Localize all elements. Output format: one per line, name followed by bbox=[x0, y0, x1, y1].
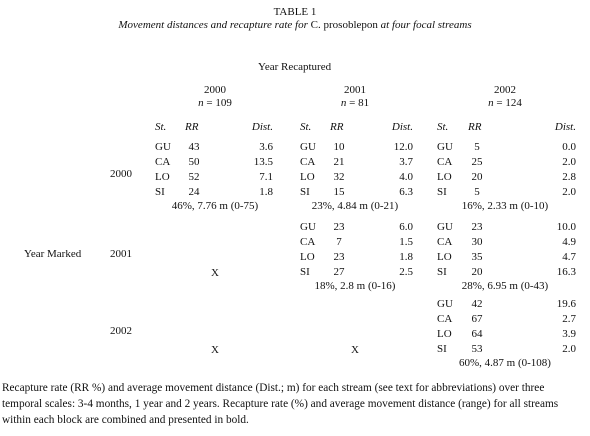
stream-code: CA bbox=[437, 156, 453, 168]
col-n-header bbox=[455, 97, 555, 109]
stream-code: LO bbox=[437, 251, 452, 263]
recapture-rate: 67 bbox=[471, 313, 483, 325]
recapture-rate: 25 bbox=[471, 156, 483, 168]
block-summary: 46%, 7.76 m (0-75) bbox=[171, 200, 259, 212]
recapture-rate: 35 bbox=[471, 251, 483, 263]
recapture-rate: 20 bbox=[471, 171, 483, 183]
movement-distance: 6.0 bbox=[399, 221, 413, 233]
stream-code: LO bbox=[155, 171, 170, 183]
stream-code: SI bbox=[437, 266, 447, 278]
col-label-rr: RR bbox=[330, 121, 344, 133]
stream-code: SI bbox=[300, 266, 310, 278]
recapture-rate: 10 bbox=[333, 141, 345, 153]
recapture-rate: 50 bbox=[188, 156, 200, 168]
recapture-rate: 23 bbox=[333, 251, 345, 263]
row-year-label: 2001 bbox=[110, 248, 132, 260]
movement-distance: 16.3 bbox=[556, 266, 576, 278]
block-summary: 28%, 6.95 m (0-43) bbox=[461, 280, 549, 292]
movement-distance: 6.3 bbox=[399, 186, 413, 198]
table-label: TABLE 1 bbox=[273, 6, 317, 18]
movement-distance: 4.9 bbox=[562, 236, 576, 248]
block-summary: 16%, 2.33 m (0-10) bbox=[461, 200, 549, 212]
movement-distance: 4.7 bbox=[562, 251, 576, 263]
movement-distance: 3.7 bbox=[399, 156, 413, 168]
col-year-header: 2000 bbox=[204, 84, 226, 96]
recapture-rate: 42 bbox=[471, 298, 483, 310]
stream-code: SI bbox=[437, 343, 447, 355]
stream-code: CA bbox=[155, 156, 171, 168]
n-value: = 81 bbox=[346, 97, 370, 109]
stream-code: GU bbox=[437, 221, 453, 233]
stream-code: SI bbox=[437, 186, 447, 198]
recapture-rate: 7 bbox=[336, 236, 342, 248]
block-summary: 18%, 2.8 m (0-16) bbox=[314, 280, 396, 292]
stream-code: CA bbox=[437, 313, 453, 325]
stream-code: CA bbox=[300, 236, 316, 248]
empty-cell-mark: X bbox=[211, 267, 219, 279]
stream-code: LO bbox=[437, 328, 452, 340]
stream-code: CA bbox=[300, 156, 316, 168]
movement-distance: 0.0 bbox=[562, 141, 576, 153]
col-label-st: St. bbox=[300, 121, 312, 133]
col-n-header bbox=[305, 97, 405, 109]
table-title bbox=[0, 19, 590, 31]
row-year-label: 2000 bbox=[110, 168, 132, 180]
movement-distance: 12.0 bbox=[393, 141, 413, 153]
col-label-rr: RR bbox=[185, 121, 199, 133]
recapture-rate: 23 bbox=[333, 221, 345, 233]
recapture-rate: 24 bbox=[188, 186, 200, 198]
n-symbol: n bbox=[198, 97, 204, 109]
title-part-c: at four focal streams bbox=[380, 19, 472, 31]
stream-code: LO bbox=[300, 171, 315, 183]
title-species: C. bbox=[310, 19, 321, 31]
recapture-rate: 20 bbox=[471, 266, 483, 278]
table-footnote: Recapture rate (RR %) and average movement distance (Dist.; m) for each stream (see text for abbreviations) over three temporal scales: 3-4 months, 1 year and 2 years. Recapture rate (%) and average movement distance (range) for all streams within each block are combined and presented in bold. bbox=[2, 382, 559, 426]
recapture-rate: 23 bbox=[471, 221, 483, 233]
col-label-st: St. bbox=[155, 121, 167, 133]
col-label-st: St. bbox=[437, 121, 449, 133]
movement-distance: 2.0 bbox=[562, 343, 576, 355]
title-part-b: prosoblepon bbox=[320, 19, 381, 31]
col-label-dist: Dist. bbox=[251, 121, 273, 133]
movement-distance: 1.8 bbox=[399, 251, 413, 263]
movement-distance: 19.6 bbox=[556, 298, 576, 310]
recapture-rate: 30 bbox=[471, 236, 483, 248]
stream-code: GU bbox=[437, 141, 453, 153]
col-year-header: 2001 bbox=[344, 84, 366, 96]
col-label-dist: Dist. bbox=[554, 121, 576, 133]
movement-distance: 10.0 bbox=[556, 221, 576, 233]
n-symbol: n bbox=[340, 97, 347, 109]
movement-distance: 3.6 bbox=[259, 141, 273, 153]
movement-distance: 2.7 bbox=[562, 313, 576, 325]
stream-code: GU bbox=[437, 298, 453, 310]
movement-distance: 2.0 bbox=[562, 186, 576, 198]
recapture-rate: 32 bbox=[333, 171, 345, 183]
col-label-rr: RR bbox=[468, 121, 482, 133]
movement-distance: 1.8 bbox=[259, 186, 273, 198]
stream-code: GU bbox=[300, 221, 316, 233]
movement-distance: 2.8 bbox=[562, 171, 576, 183]
stream-code: SI bbox=[155, 186, 165, 198]
stream-code: CA bbox=[437, 236, 453, 248]
movement-distance: 2.5 bbox=[399, 266, 413, 278]
stream-code: GU bbox=[155, 141, 171, 153]
year-marked-label: Year Marked bbox=[24, 248, 82, 260]
col-label-dist: Dist. bbox=[391, 121, 413, 133]
block-summary: 23%, 4.84 m (0-21) bbox=[311, 200, 399, 212]
recapture-rate: 27 bbox=[333, 266, 345, 278]
movement-distance: 4.0 bbox=[399, 171, 413, 183]
col-n-header bbox=[165, 97, 265, 109]
stream-code: GU bbox=[300, 141, 316, 153]
n-value: = 109 bbox=[203, 97, 232, 109]
movement-distance: 1.5 bbox=[399, 236, 413, 248]
recapture-rate: 43 bbox=[188, 141, 200, 153]
n-symbol: n bbox=[488, 97, 494, 109]
movement-distance: 3.9 bbox=[562, 328, 576, 340]
movement-distance: 7.1 bbox=[259, 171, 273, 183]
stream-code: SI bbox=[300, 186, 310, 198]
empty-cell-mark: X bbox=[351, 344, 359, 356]
title-part-a: Movement distances and recapture rate for bbox=[118, 19, 311, 31]
recapture-rate: 52 bbox=[188, 171, 200, 183]
stream-code: LO bbox=[437, 171, 452, 183]
n-value: = 124 bbox=[493, 97, 522, 109]
year-recaptured-label: Year Recaptured bbox=[258, 61, 332, 73]
empty-cell-mark: X bbox=[211, 344, 219, 356]
recapture-rate: 21 bbox=[333, 156, 345, 168]
recapture-rate: 53 bbox=[471, 343, 483, 355]
recapture-rate: 5 bbox=[474, 141, 480, 153]
recapture-rate: 64 bbox=[471, 328, 483, 340]
row-year-label: 2002 bbox=[110, 325, 132, 337]
recapture-rate: 5 bbox=[474, 186, 480, 198]
recapture-rate: 15 bbox=[333, 186, 345, 198]
block-summary: 60%, 4.87 m (0-108) bbox=[459, 357, 551, 369]
stream-code: LO bbox=[300, 251, 315, 263]
movement-distance: 2.0 bbox=[562, 156, 576, 168]
col-year-header: 2002 bbox=[494, 84, 516, 96]
movement-distance: 13.5 bbox=[253, 156, 273, 168]
